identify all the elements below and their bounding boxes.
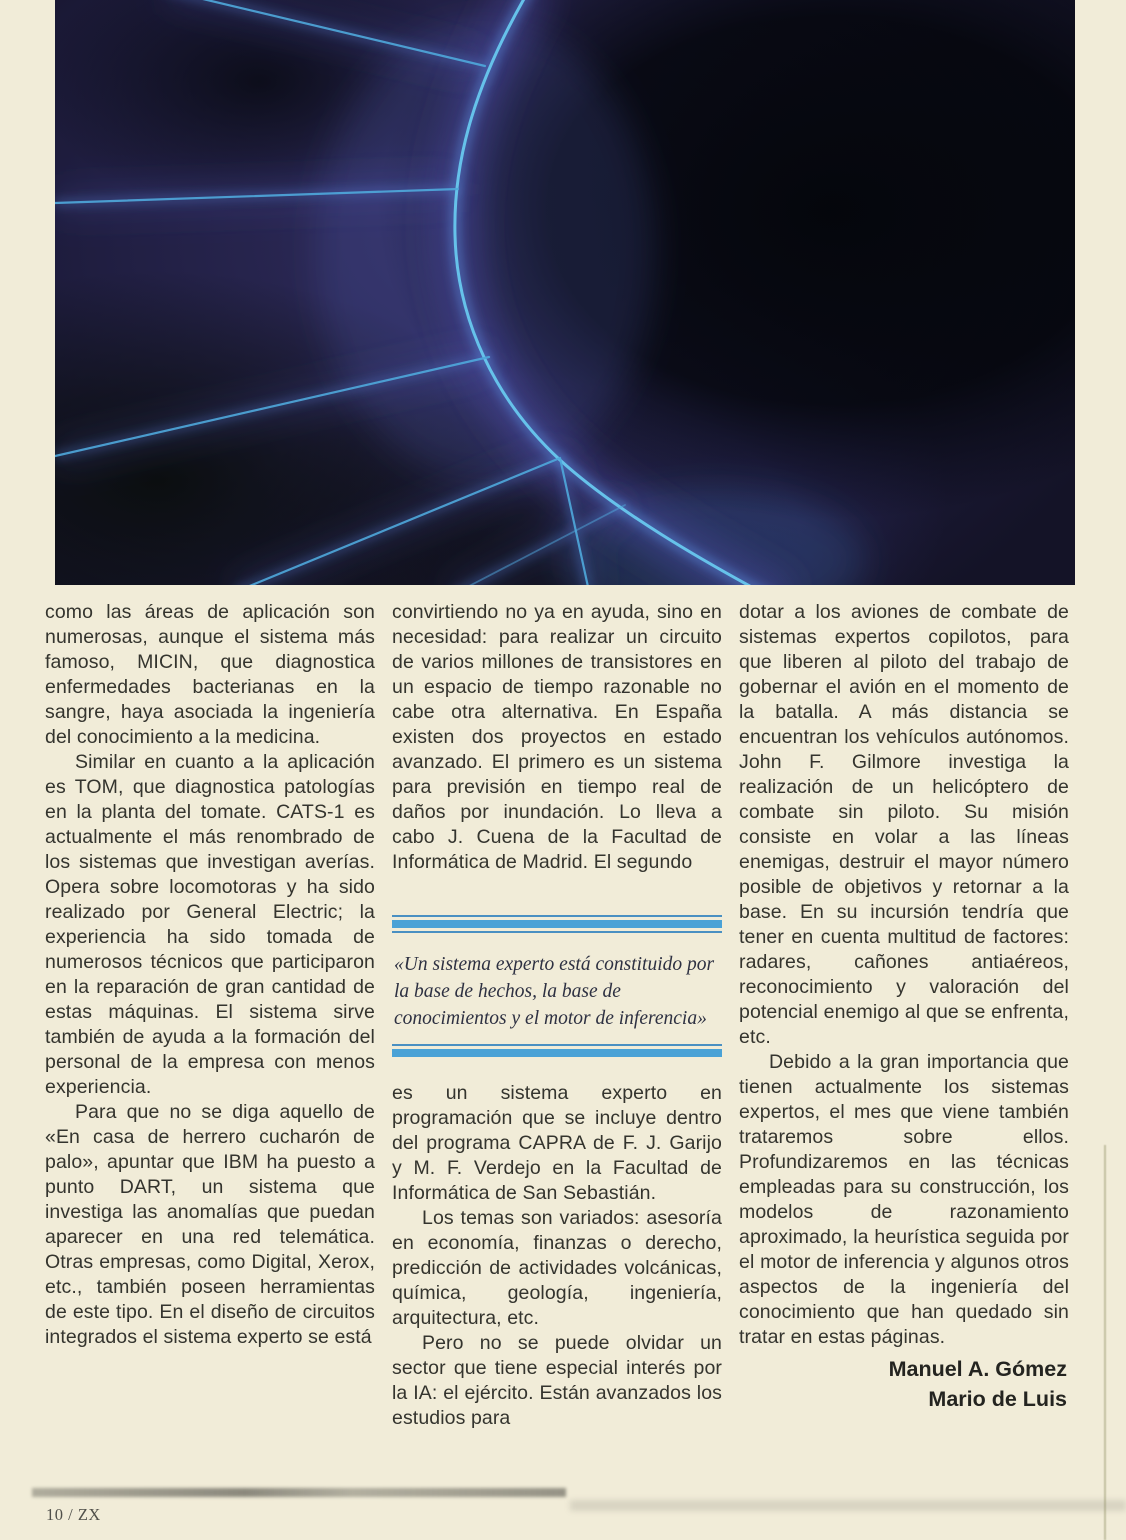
pull-quote — [392, 915, 722, 1057]
body-paragraph: dotar a los aviones de combate de sistemas expertos copilotos, para que liberen al piloto del trabajo de gobernar el avión en el momento de la batalla. A más distancia se encuentran los vehículos autónomos. John F. Gilmore investiga la realización de un helicóptero de combate sin piloto. Su misión consiste en volar a las líneas enemigas, destruir el mayor número posible de objetivos y retornar a la base. En su incursión tendría que tener en cuenta multitud de factores: radares, cañones antiaéreos, reconocimiento y valoración del potencial enemigo al que se enfrenta, etc. — [739, 601, 1069, 1048]
scan-shadow-artifact — [32, 1488, 566, 1497]
quote-rule-top — [392, 915, 722, 933]
article-hero-image — [55, 0, 1075, 585]
body-paragraph: convirtiendo no ya en ayuda, sino en necesidad: para realizar un circuito de varios millones de transistores en un espacio de tiempo razonable no cabe otra alternativa. En España existen dos proyectos en estado avanzado. El primero es un sistema para previsión en tiempo real de daños por inundación. Lo lleva a cabo J. Cuena de la Facultad de Informática de Madrid. El segundo — [392, 601, 722, 873]
glow-wheel-graphic — [55, 0, 1075, 585]
author-name: Manuel A. Gómez — [888, 1357, 1067, 1381]
text-column-1 — [45, 600, 375, 1431]
author-byline — [739, 1354, 1069, 1414]
page-number: 10 / ZX — [46, 1505, 101, 1524]
scan-shadow-artifact — [570, 1500, 1126, 1511]
pull-quote-text: «Un sistema experto está constituido por la base de hechos, la base de conocimientos y el motor de inferencia» — [394, 954, 715, 1029]
text-column-2 — [392, 600, 722, 1431]
body-paragraph: como las áreas de aplicación son numerosas, aunque el sistema más famoso, MICIN, que diagnostica enfermedades bacterianas en la sangre, haya asociada la ingeniería del conocimiento a la medicina. — [45, 601, 375, 748]
rule-thin-line — [392, 931, 722, 933]
author-name: Mario de Luis — [928, 1387, 1067, 1411]
body-paragraph: Pero no se puede olvidar un sector que tiene especial interés por la IA: el ejército. Están avanzados los estudios para — [392, 1332, 722, 1429]
rule-blue-bar — [392, 1049, 722, 1057]
page-edge-artifact — [1104, 1145, 1106, 1540]
rule-thin-line — [392, 1044, 722, 1046]
body-paragraph: Debido a la gran importancia que tienen actualmente los sistemas expertos, el mes que viene también trataremos sobre ellos. Profundizaremos en las técnicas empleadas para su construcción, los modelos de razonamiento aproximado, la heurística seguida por el motor de inferencia y algunos otros aspectos de la ingeniería del conocimiento que han quedado sin tratar en estas páginas. — [739, 1051, 1069, 1348]
article-body — [45, 600, 1069, 1431]
body-paragraph: Los temas son variados: asesoría en economía, finanzas o derecho, predicción de actividades volcánicas, química, geología, ingeniería, arquitectura, etc. — [392, 1207, 722, 1329]
body-paragraph: Similar en cuanto a la aplicación es TOM, que diagnostica patologías en la planta del tomate. CATS-1 es actualmente el más renombrado de los sistemas que investigan averías. Opera sobre locomotoras y ha sido realizado por General Electric; la experiencia ha sido tomada de numerosos técnicos que participaron en la reparación de gran cantidad de estas máquinas. El sistema sirve también de ayuda a la formación del personal de la empresa con menos experiencia. — [45, 751, 375, 1098]
rule-blue-bar — [392, 920, 722, 928]
body-paragraph: Para que no se diga aquello de «En casa de herrero cucharón de palo», apuntar que IBM ha puesto a punto DART, un sistema que investiga las anomalías que puedan aparecer en una red telemática. Otras empresas, como Digital, Xerox, etc., también poseen herramientas de este tipo. En el diseño de circuitos integrados el sistema experto se está — [45, 1101, 375, 1348]
quote-rule-bottom — [392, 1044, 722, 1057]
rule-thin-line — [392, 915, 722, 917]
body-paragraph: es un sistema experto en programación que se incluye dentro del programa CAPRA de F. J. Garijo y M. F. Verdejo en la Facultad de Informática de San Sebastián. — [392, 1082, 722, 1204]
text-column-3 — [739, 600, 1069, 1431]
